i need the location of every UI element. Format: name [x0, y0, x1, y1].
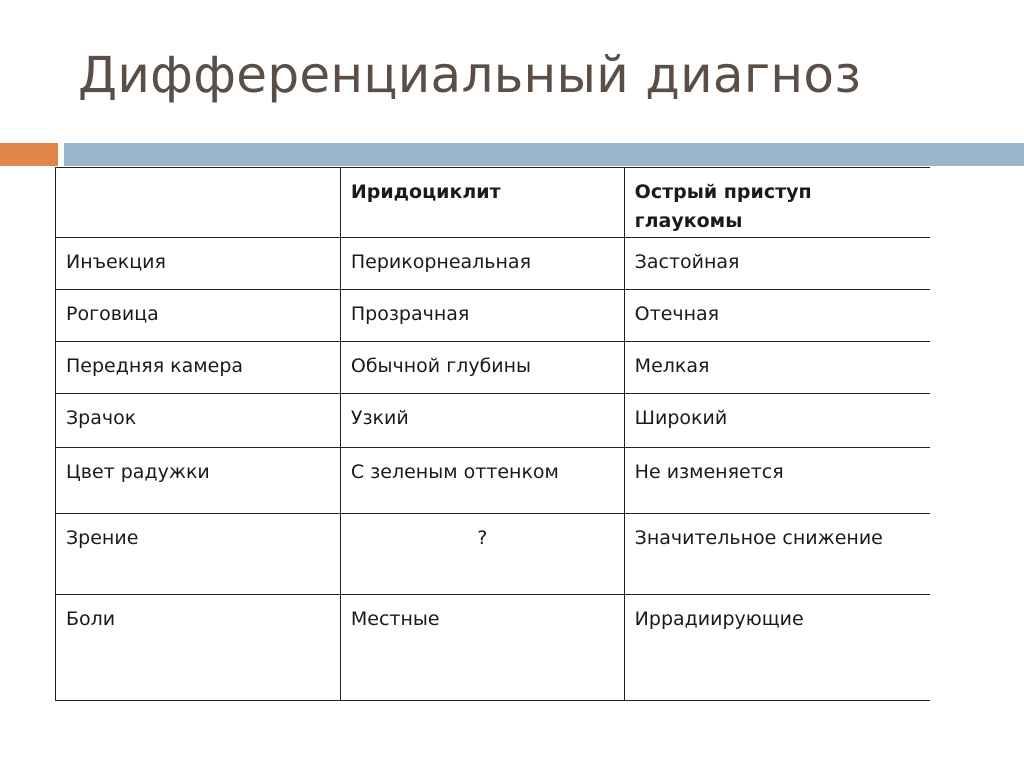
table-cell: Обычной глубины [340, 341, 624, 393]
row-label: Зрачок [56, 393, 341, 447]
table-cell: С зеленым оттенком [340, 447, 624, 513]
table-cell: Узкий [340, 393, 624, 447]
table-cell: Отечная [624, 289, 930, 341]
table-cell: Перикорнеальная [340, 237, 624, 289]
table-cell: Мелкая [624, 341, 930, 393]
table-cell: Иррадиирующие [624, 594, 930, 700]
table-cell: ? [340, 513, 624, 594]
header-cell-glaucoma: Острый приступ глаукомы [624, 168, 930, 238]
row-label: Передняя камера [56, 341, 341, 393]
table-row [56, 393, 931, 447]
row-label: Инъекция [56, 237, 341, 289]
table-header-row [56, 168, 931, 238]
accent-bar-blue [64, 143, 1024, 166]
table-row [56, 289, 931, 341]
header-cell-iridocyclitis: Иридоциклит [340, 168, 624, 238]
differential-diagnosis-table [55, 167, 930, 701]
header-cell-empty [56, 168, 341, 238]
slide-title: Дифференциальный диагноз [78, 46, 862, 104]
table-cell: Значительное снижение [624, 513, 930, 594]
table-cell: Не изменяется [624, 447, 930, 513]
accent-bar-orange [0, 143, 58, 166]
table-row [56, 341, 931, 393]
row-label: Роговица [56, 289, 341, 341]
row-label: Боли [56, 594, 341, 700]
table-row [56, 594, 931, 700]
table-cell: Широкий [624, 393, 930, 447]
table-row [56, 237, 931, 289]
table-row [56, 513, 931, 594]
row-label: Цвет радужки [56, 447, 341, 513]
table-cell: Местные [340, 594, 624, 700]
table-row [56, 447, 931, 513]
table-cell: Застойная [624, 237, 930, 289]
row-label: Зрение [56, 513, 341, 594]
table-cell: Прозрачная [340, 289, 624, 341]
